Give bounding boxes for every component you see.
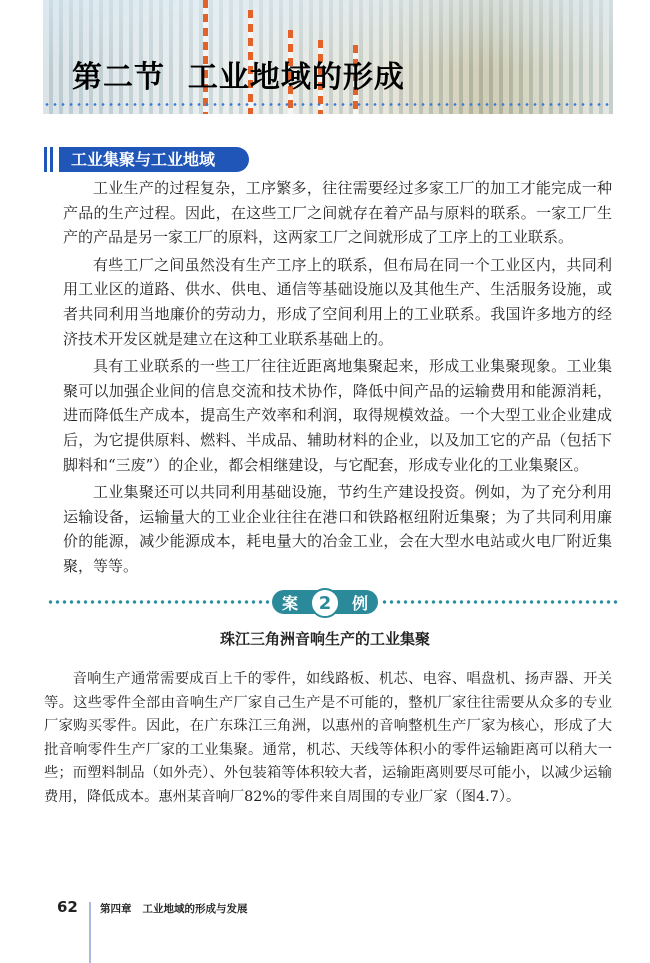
subsection-heading <box>44 147 249 172</box>
case-paragraph: 音响生产通常需要成百上千的零件，如线路板、机芯、电容、唱盘机、扬声器、开关等。这些零件全部由音响生产厂家自己生产是不可能的，整机厂家往往需要从众多的专业厂家购买零件。因此，在广东珠江三角洲，以惠州的音响整机生产厂家为核心，形成了大批音响零件生产厂家的工业集聚。通常，机芯、天线等体积小的零件运输距离可以稍大一些；而塑料制品（如外壳）、外包装箱等体积较大者，运输距离则要尽可能小，以减少运输费用，降低成本。惠州某音响厂82%的零件来自周围的专业厂家（图4.7）。 <box>44 671 612 805</box>
paragraph: 具有工业联系的一些工厂往往近距离地集聚起来，形成工业集聚现象。工业集聚可以加强企业间的信息交流和技术协作，降低中间产品的运输费用和能源消耗，进而降低生产成本，提高生产效率和利润，取得规模效益。一个大型工业企业建成后，为它提供原料、燃料、半成品、辅助材料的企业，以及加工它的产品（包括下脚料和“三废”）的企业，都会相继建设，与它配套，形成专业化的工业集聚区。 <box>63 357 612 474</box>
dotted-divider <box>381 600 618 604</box>
paragraph: 工业集聚还可以共同利用基础设施，节约生产建设投资。例如，为了充分利用运输设备，运输量大的工业企业往往在港口和铁路枢纽附近集聚；为了共同利用廉价的能源，减少能源成本，耗电量大的冶金工业，会在大型水电站或火电厂附近集聚，等等。 <box>63 483 612 575</box>
case-label-left: 案 <box>282 593 299 613</box>
paragraph: 工业生产的过程复杂，工序繁多，往往需要经过多家工厂的加工才能完成一种产品的生产过程。因此，在这些工厂之间就存在着产品与原料的联系。一家工厂生产的产品是另一家工厂的原料，这两家工厂之间就形成了工序上的工业联系。 <box>63 179 612 247</box>
chapter-banner-photo <box>43 0 613 114</box>
banner-dotted-line <box>43 103 613 106</box>
heading-bar <box>50 147 53 172</box>
dotted-divider <box>47 600 269 604</box>
chapter-title: 第四章 工业地域的形成与发展 <box>100 903 248 915</box>
case-title: 珠江三角洲音响生产的工业集聚 <box>219 630 430 648</box>
body-text <box>63 176 612 582</box>
case-text <box>44 668 612 810</box>
footer-divider <box>89 902 91 963</box>
heading-bar <box>44 147 47 172</box>
case-badge <box>272 590 378 614</box>
case-label-right: 例 <box>351 593 368 613</box>
section-title: 第二节 工业地域的形成 <box>72 60 405 95</box>
page-number: 62 <box>57 898 78 916</box>
paragraph: 有些工厂之间虽然没有生产工序上的联系，但布局在同一个工业区内，共同利用工业区的道路、供水、供电、通信等基础设施以及其他生产、生活服务设施，或者共同利用当地廉价的劳动力，形成了空间利用上的工业联系。我国许多地方的经济技术开发区就是建立在这种工业联系基础上的。 <box>63 255 612 348</box>
case-number: 2 <box>310 588 340 618</box>
subsection-heading-label: 工业集聚与工业地域 <box>59 147 249 172</box>
case-study-banner <box>47 590 618 614</box>
